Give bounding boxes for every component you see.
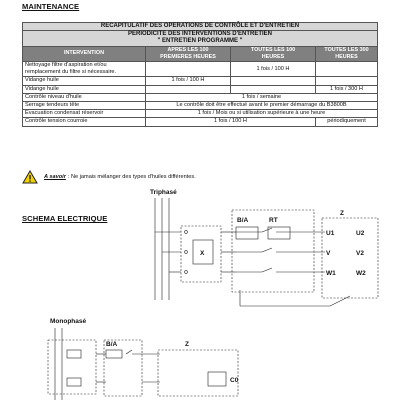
cell-intervention: Vidange huile: [23, 85, 146, 93]
monophase-c0-label: C0: [230, 377, 239, 384]
cell-intervention: Evacuation condensat réservoir: [23, 110, 146, 118]
cell-every100: 1 fois / 100 H: [231, 62, 316, 77]
terminal-v2: V2: [356, 250, 364, 257]
col-header-every300: TOUTES LES 300 HEURES: [316, 46, 378, 61]
cell-span: 1 fois / Mois ou si utilisation supérieure à une heure: [146, 110, 378, 118]
cell-every300: périodiquement: [316, 118, 378, 126]
cell-intervention: Contrôle niveau d'huile: [23, 93, 146, 101]
triphase-title: Triphasé: [150, 189, 177, 196]
cell-first100: 1 fois / 100 H: [146, 77, 231, 85]
triphase-x-label: X: [200, 250, 205, 257]
triphase-rt-label: RT: [269, 217, 278, 224]
monophase-ba-label: B/A: [106, 341, 118, 348]
cell-span: Le contrôle doit être effectué avant le premier démarrage du B3800B: [146, 102, 378, 110]
terminal-v: V: [326, 250, 331, 257]
monophase-z-label: Z: [185, 341, 189, 348]
table-subtitle-line1: PERIODICITE DES INTERVENTIONS D'ENTRETIEN: [128, 31, 272, 38]
warning-text: : Ne jamais mélanger des types d'huiles différentes.: [67, 174, 196, 180]
cell-span: 1 fois / 100 H: [146, 118, 316, 126]
terminal-w1: W1: [326, 270, 336, 277]
monophase-title: Monophasé: [50, 318, 87, 325]
triphase-ba-label: B/A: [237, 217, 249, 224]
maintenance-heading: MAINTENANCE: [22, 2, 80, 11]
cell-intervention: Contrôle tension courroie: [23, 118, 146, 126]
terminal-w2: W2: [356, 270, 366, 277]
col-header-intervention: INTERVENTION: [23, 46, 146, 61]
cell-intervention: Serrage tendeurs tête: [23, 102, 146, 110]
terminal-u1: U1: [326, 230, 335, 237]
warning-label: A savoir: [44, 174, 66, 180]
schema-heading: SCHEMA ELECTRIQUE: [22, 214, 108, 223]
triphase-z-label: Z: [340, 210, 344, 217]
cell-intervention: Nettoyage filtre d'aspiration et/ou remplacement du filtre si nécessaire.: [23, 62, 146, 77]
col-header-every100: TOUTES LES 100 HEURES: [231, 46, 316, 61]
table-subtitle-line2: " ENTRETIEN PROGRAMME ": [157, 38, 243, 45]
cell-intervention: Vidange huile: [23, 77, 146, 85]
col-header-first100: APRES LES 100 PREMIERES HEURES: [146, 46, 231, 61]
table-title: RECAPITULATIF DES OPERATIONS DE CONTRÔLE ET D'ENTRETIEN: [23, 23, 378, 31]
cell-span: 1 fois / semaine: [146, 93, 378, 101]
terminal-u2: U2: [356, 230, 365, 237]
cell-every300: 1 fois / 300 H: [316, 85, 378, 93]
